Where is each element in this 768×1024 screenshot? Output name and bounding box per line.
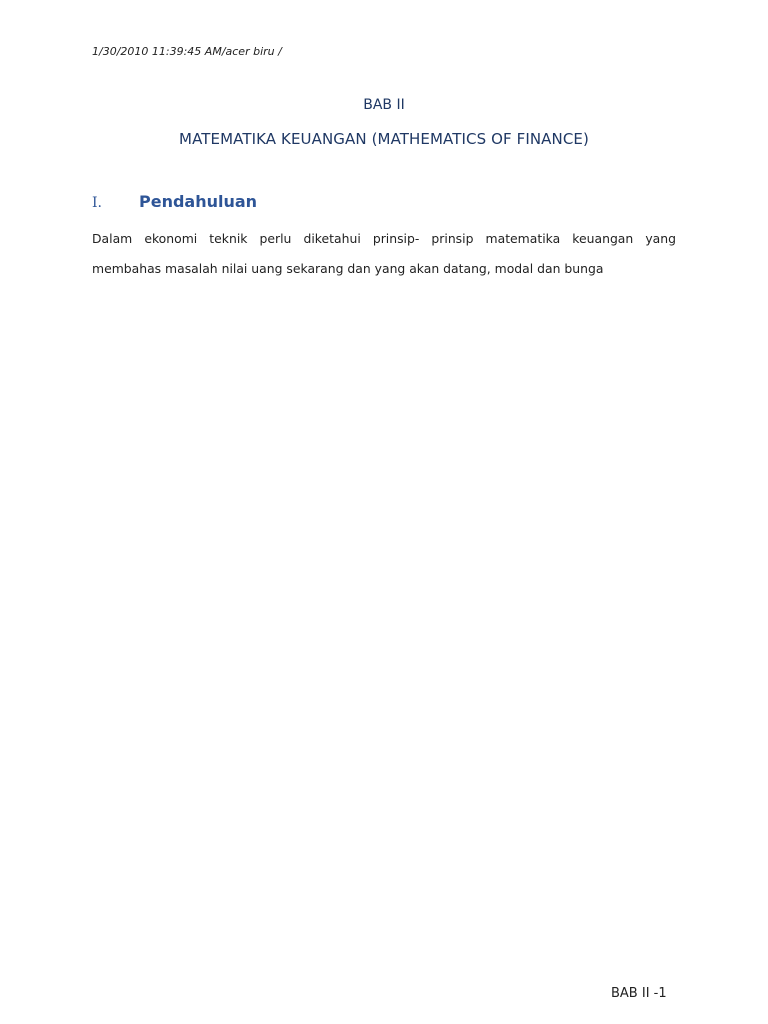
intro-paragraph: [92, 224, 676, 284]
section-number: I.: [92, 195, 102, 211]
chapter-title: MATEMATIKA KEUANGAN (MATHEMATICS OF FINANCE): [179, 130, 589, 148]
section-heading: [92, 192, 257, 216]
footer-page-number: BAB II -1: [611, 986, 667, 1001]
header-timestamp: 1/30/2010 11:39:45 AM/acer biru /: [92, 45, 282, 58]
chapter-label: BAB II: [363, 97, 405, 113]
paragraph-line: Dalam ekonomi teknik perlu diketahui prinsip- prinsip matematika keuangan yang: [92, 231, 676, 246]
paragraph-line: membahas masalah nilai uang sekarang dan yang akan datang, modal dan bunga: [92, 261, 604, 276]
section-title: Pendahuluan: [139, 192, 258, 211]
